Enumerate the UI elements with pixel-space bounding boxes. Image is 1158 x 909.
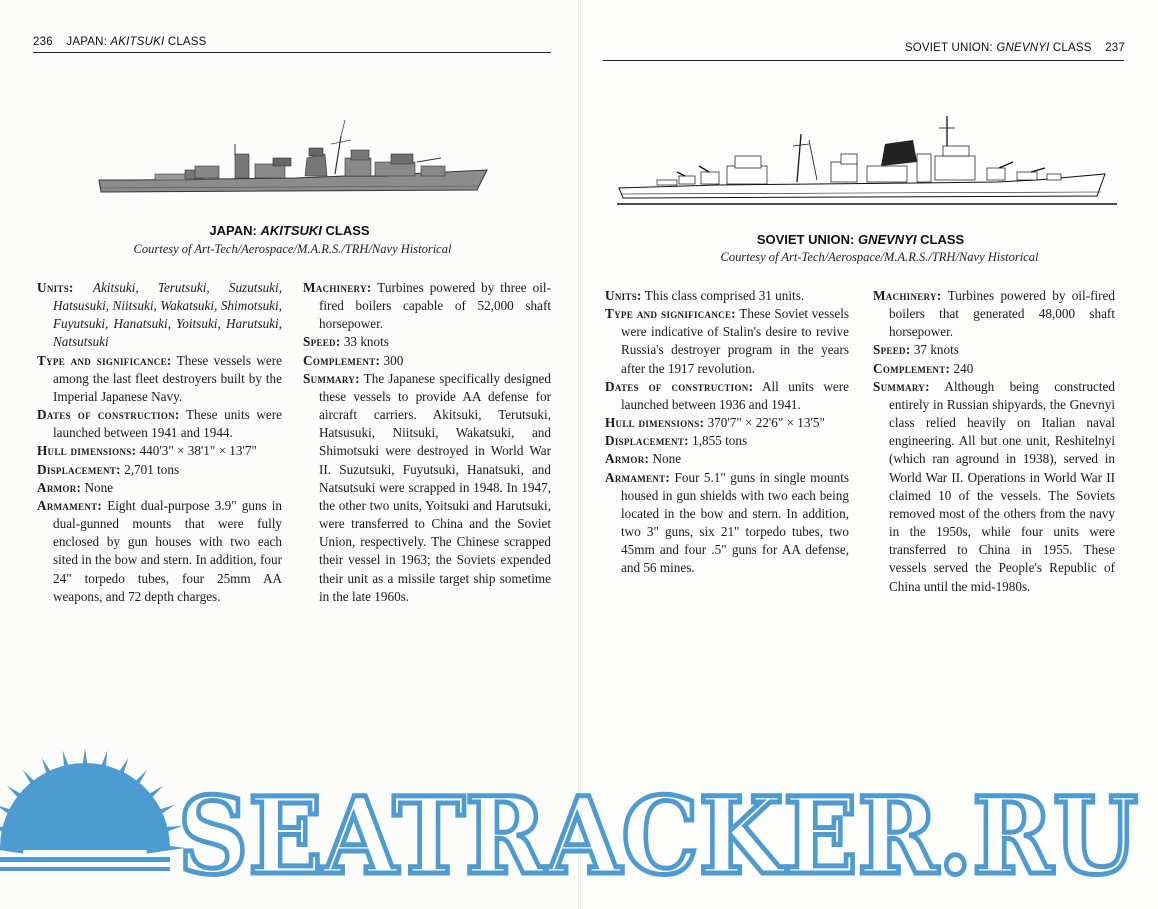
right-header-rule (603, 60, 1124, 61)
right-header-class-word: CLASS (1052, 42, 1092, 54)
entry-text: 240 (953, 360, 974, 376)
right-page-title (579, 232, 1142, 247)
entry-label: Speed: (303, 334, 341, 350)
left-title-country: JAPAN: (209, 223, 257, 238)
entry-label: Displacement: (605, 433, 689, 449)
left-header-class: AKITSUKI (110, 36, 165, 48)
entry-label: Dates of construction: (605, 378, 754, 394)
entry-text: Akitsuki, Terutsuki, Suzutsuki, Hatsusuki, Niitsuki, Wakatsuki, Shimotsuki, Fuyutsuki, Hanatsuki, Yoitsuki, Harutsuki, Natsutsuki (53, 280, 282, 350)
entry-label: Armor: (605, 451, 650, 467)
right-machinery-entry (873, 287, 1115, 341)
sun-icon (0, 748, 185, 871)
entry-label: Hull dimensions: (605, 415, 705, 431)
left-type-entry (37, 352, 282, 406)
entry-text: This class comprised 31 units. (644, 288, 805, 303)
ship-profile-icon (617, 110, 1117, 210)
right-title-class: GNEVNYI (857, 232, 917, 247)
right-photo-credit: Courtesy of Art-Tech/Aerospace/M.A.R.S./TRH/Navy Historical (720, 250, 1039, 264)
left-page-number: 236 (33, 36, 53, 48)
entry-text: 2,701 tons (124, 461, 180, 477)
entry-text: Although being constructed entirely in Russian shipyards, the Gnevnyi class relied heavily on Italian naval engineering. All but one unit, Reshitelnyi (which ran aground in 1938), served in World War II. Operations in World War II claimed 10 of the vessels. The Soviets removed most of the others from the navy in the 1950s, while four units were transferred to China in 1955. These vessels served the People's Republic of China until the mid-1980s. (889, 378, 1116, 594)
left-photo-credit: Courtesy of Art-Tech/Aerospace/M.A.R.S./TRH/Navy Historical (133, 242, 452, 256)
right-type-entry (605, 305, 849, 378)
entry-label: Units: (605, 288, 642, 303)
entry-text: Turbines powered by oil-fired boilers that generated 48,000 shaft horsepower. (889, 288, 1115, 340)
entry-label: Hull dimensions: (37, 443, 137, 459)
right-column-1 (605, 287, 849, 578)
entry-label: Dates of construction: (37, 407, 180, 423)
left-column-2 (303, 279, 551, 606)
entry-label: Speed: (873, 342, 911, 358)
entry-label: Armament: (605, 469, 671, 485)
watermark-text: SEATRACKER.RU (178, 773, 1138, 885)
right-complement-entry (873, 360, 1115, 378)
right-summary-entry (873, 378, 1115, 596)
entry-text: None (652, 451, 682, 467)
entry-label: Units: (37, 280, 74, 295)
left-title-class-word: CLASS (325, 223, 370, 238)
watermark (0, 745, 1158, 885)
entry-text: The Japanese specifically designed these vessels to provide AA defense for aircraft carriers. Akitsuki, Terutsuki, Hatsusuki, Niitsuki, Wakatsuki, and Shimotsuki were destroyed in World War II. Suzutsuki, Fuyutsuki, Hanatsuki, and Natsutsuki were scrapped in 1948. In 1947, the other two units, Yoitsuki and Harutsuki, were transferred to China and the Soviet Union, respectively. The Chinese scrapped their vessel in 1963; the Soviets expended their unit as a missile target ship sometime in the late 1960s. (319, 370, 552, 604)
right-header-country: SOVIET UNION: (904, 42, 993, 54)
entry-label: Armament: (37, 497, 103, 513)
left-page-title (0, 223, 579, 238)
right-units-entry (605, 287, 849, 305)
right-displacement-entry (605, 432, 849, 450)
left-hull-entry (37, 442, 282, 460)
entry-text: 440'3" × 38'1" × 13'7" (139, 443, 257, 459)
left-machinery-entry (303, 279, 551, 333)
right-hull-entry (605, 414, 849, 432)
entry-text: Eight dual-purpose 3.9" guns in dual-gunned mounts that were fully enclosed by gun houses with two each sited in the bow and stern. In addition, four 24" torpedo tubes, four 25mm AA weapons, and 72 depth charges. (53, 497, 282, 604)
left-header-class-word: CLASS (167, 36, 207, 48)
entry-text: 33 knots (343, 334, 389, 350)
left-units-entry (37, 279, 282, 352)
right-dates-entry (605, 378, 849, 414)
entry-text: All units were launched between 1936 and 1941. (621, 378, 849, 412)
left-header-country: JAPAN: (66, 36, 107, 48)
right-title-country: SOVIET UNION: (756, 232, 855, 247)
left-speed-entry (303, 333, 551, 351)
left-running-header (33, 36, 207, 48)
left-armament-entry (37, 497, 282, 606)
ship-silhouette-icon (95, 118, 495, 203)
entry-text: Four 5.1" guns in single mounts housed in gun shields with two each being located in the bow and stern. In addition, two 3" guns, six 21" torpedo tubes, two 45mm and four .5" guns for AA defense, and 56 mines. (621, 469, 849, 576)
entry-text: 370'7" × 22'6" × 13'5" (707, 415, 825, 431)
right-page-number: 237 (1105, 42, 1125, 54)
right-armament-entry (605, 469, 849, 578)
entry-label: Machinery: (303, 280, 372, 295)
entry-text: These units were launched between 1941 and 1944. (53, 407, 282, 441)
right-speed-entry (873, 341, 1115, 359)
left-armor-entry (37, 479, 282, 497)
entry-text: Turbines powered by three oil-fired boilers capable of 52,000 shaft horsepower. (319, 280, 551, 332)
right-header-class: GNEVNYI (996, 42, 1050, 54)
left-header-rule (33, 52, 551, 53)
entry-label: Armor: (37, 479, 82, 495)
entry-label: Summary: (303, 370, 360, 386)
entry-label: Type and significance: (605, 306, 736, 322)
left-dates-entry (37, 406, 282, 442)
entry-text: 37 knots (913, 342, 959, 358)
entry-label: Summary: (873, 378, 930, 394)
left-title-class: AKITSUKI (260, 223, 322, 238)
left-displacement-entry (37, 461, 282, 479)
entry-text: 300 (383, 352, 404, 368)
entry-label: Type and significance: (37, 352, 172, 368)
left-complement-entry (303, 352, 551, 370)
left-summary-entry (303, 370, 551, 606)
left-column-1 (37, 279, 282, 606)
entry-label: Complement: (873, 360, 951, 376)
entry-text: These Soviet vessels were indicative of Stalin's desire to revive Russia's destroyer program in the years after the 1917 revolution. (621, 306, 849, 376)
entry-text: 1,855 tons (692, 433, 748, 449)
right-armor-entry (605, 450, 849, 468)
entry-label: Displacement: (37, 461, 121, 477)
entry-text: These vessels were among the last fleet destroyers built by the Imperial Japanese Navy. (53, 352, 282, 404)
entry-text: None (84, 479, 114, 495)
right-running-header (905, 42, 1125, 54)
right-column-2 (873, 287, 1115, 596)
entry-label: Complement: (303, 352, 381, 368)
entry-label: Machinery: (873, 288, 942, 303)
right-title-class-word: CLASS (920, 232, 965, 247)
